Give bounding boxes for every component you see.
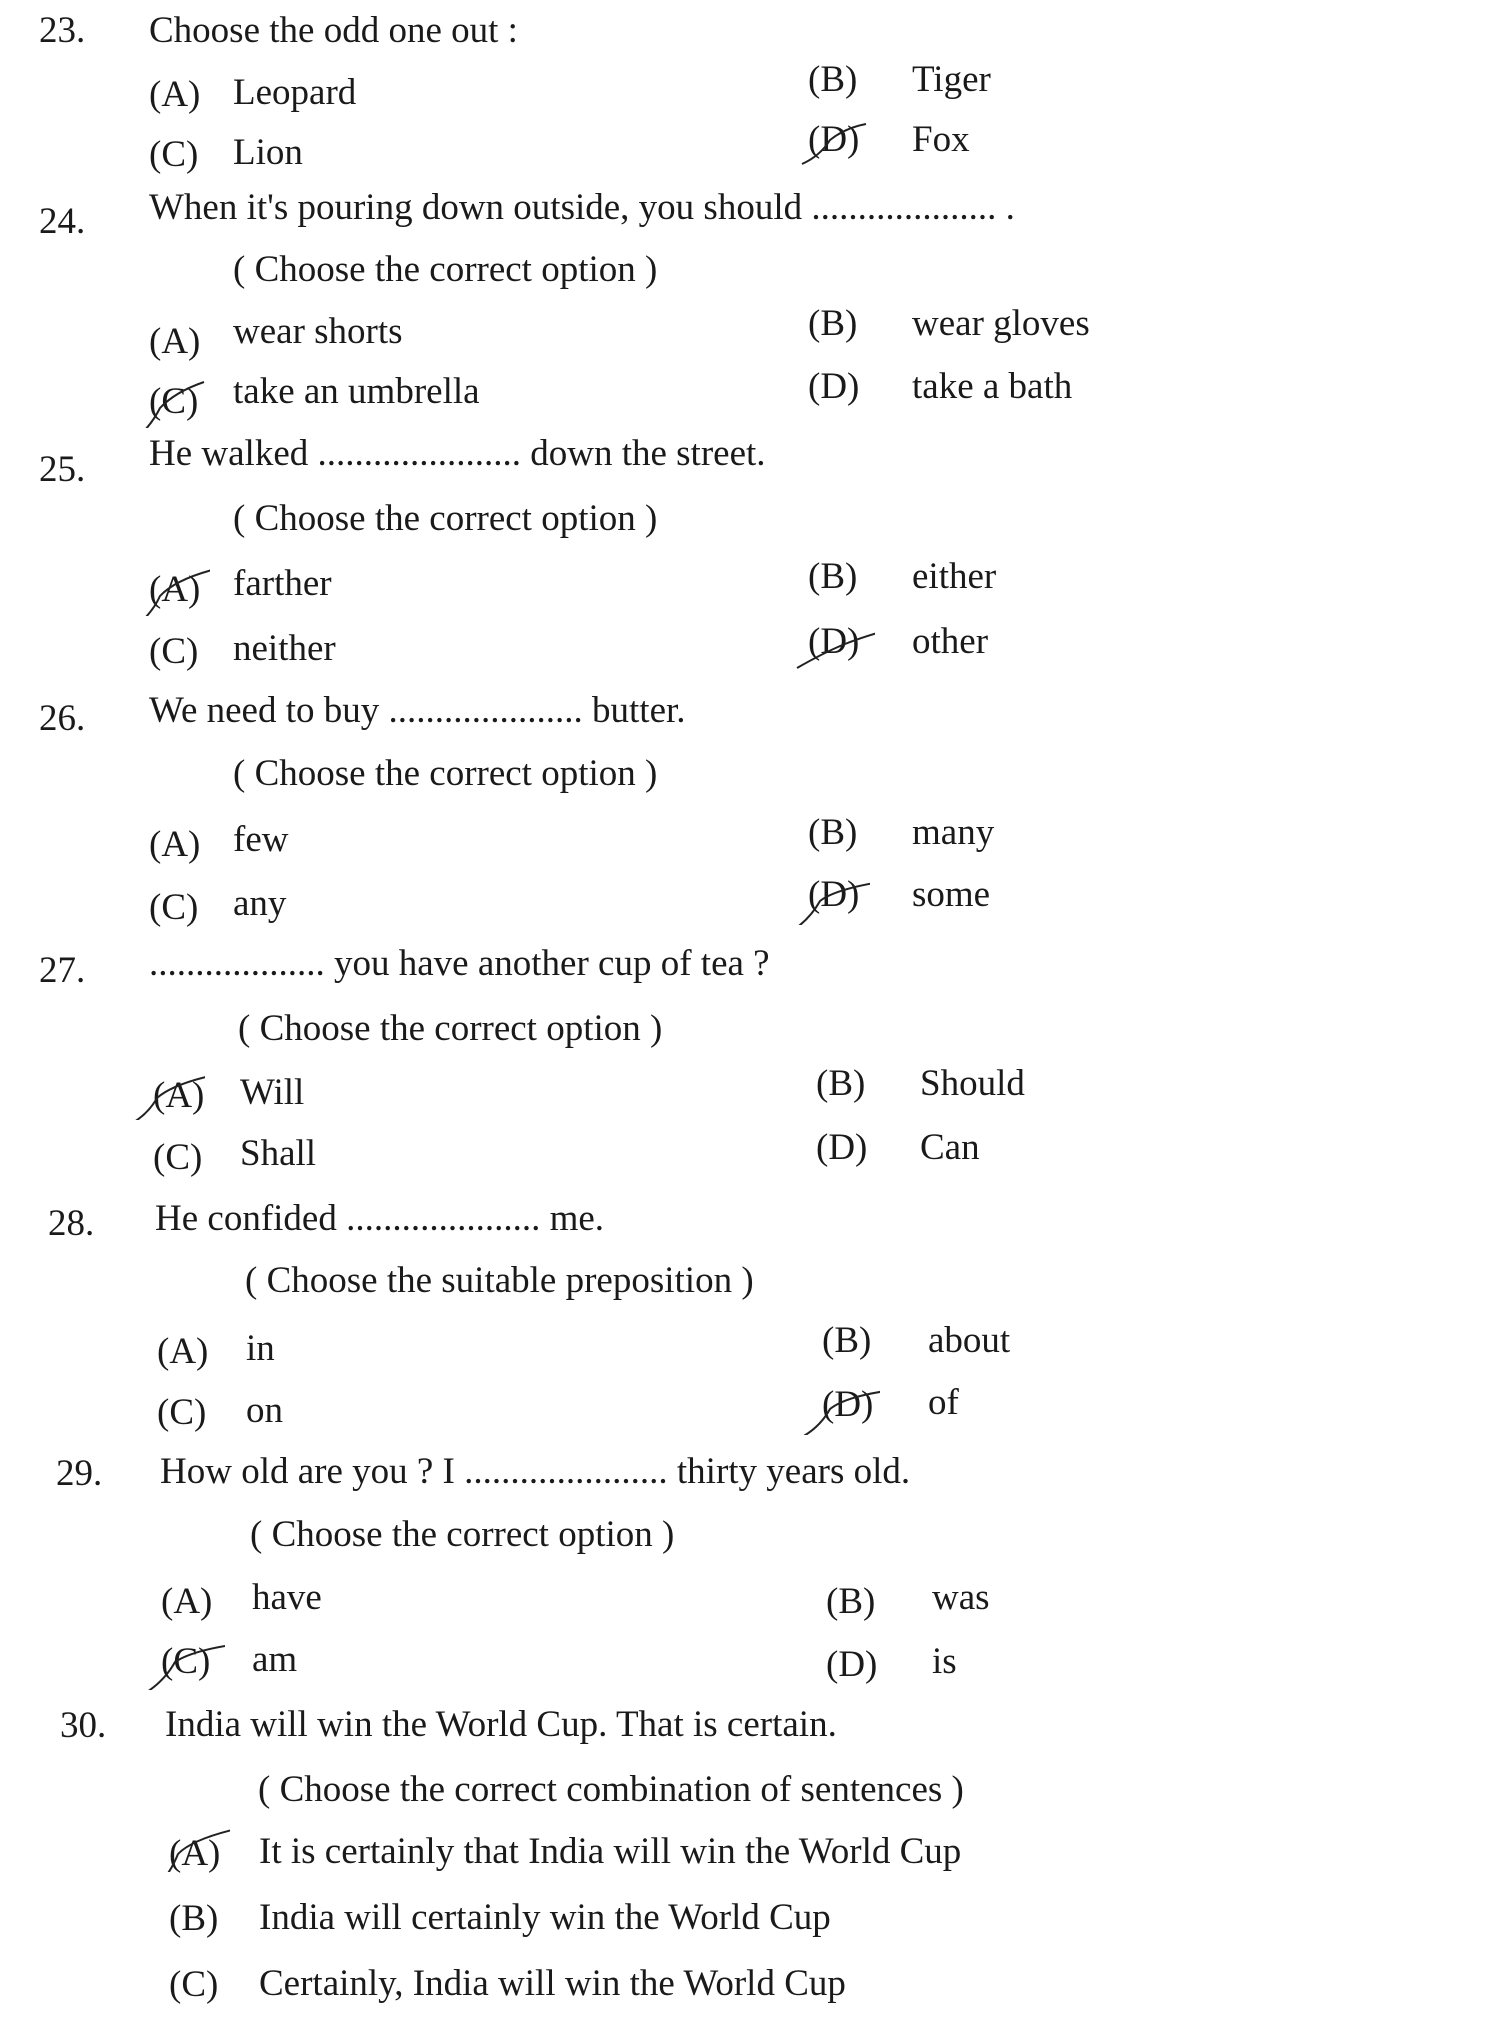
option-text: neither (233, 628, 336, 669)
option-text: on (246, 1390, 283, 1431)
option-text: Shall (240, 1133, 317, 1174)
option-text: farther (233, 563, 332, 604)
question-number: 30. (60, 1705, 107, 1746)
option-label: (B) (808, 303, 858, 344)
option-text: Certainly, India will win the World Cup (259, 1963, 846, 2004)
question-instruction: ( Choose the correct option ) (233, 249, 658, 290)
option-text: was (932, 1577, 990, 1618)
option-text: Will (240, 1072, 305, 1113)
option-label: (D) (826, 1644, 878, 1685)
option-label: (A) (149, 321, 201, 362)
question-text: When it's pouring down outside, you should .................... . (149, 187, 1015, 228)
option-label: (C) (161, 1641, 211, 1682)
option-label: (D) (816, 1127, 868, 1168)
option-text: of (928, 1382, 959, 1423)
question-number: 24. (39, 201, 86, 242)
option-label: (B) (808, 59, 858, 100)
option-text: either (912, 556, 997, 597)
option-text: wear gloves (912, 303, 1090, 344)
tick-mark-icon (800, 118, 880, 168)
question-text: How old are you ? I ...................... thirty years old. (160, 1451, 911, 1492)
question-number: 25. (39, 449, 86, 490)
option-text: am (252, 1639, 298, 1680)
question-text: ................... you have another cup of tea ? (149, 943, 770, 984)
option-label: (C) (157, 1392, 207, 1433)
option-text: Leopard (233, 72, 357, 113)
question-instruction: ( Choose the correct combination of sentences ) (258, 1769, 964, 1810)
option-text: India will certainly win the World Cup (259, 1897, 831, 1938)
tick-mark-icon (145, 1640, 225, 1690)
option-text: Can (920, 1127, 980, 1168)
question-text: He walked ...................... down the street. (149, 433, 766, 474)
option-text: Tiger (912, 59, 991, 100)
option-label: (A) (157, 1331, 209, 1372)
option-text: wear shorts (233, 311, 403, 352)
question-text: We need to buy ..................... butter. (149, 690, 686, 731)
option-label: (B) (816, 1063, 866, 1104)
question-number: 26. (39, 698, 86, 739)
question-text: He confided ..................... me. (155, 1198, 605, 1239)
option-text: Should (920, 1063, 1025, 1104)
option-label: (D) (808, 874, 860, 915)
option-label: (C) (149, 134, 199, 175)
option-label: (B) (826, 1581, 876, 1622)
option-label: (A) (153, 1075, 205, 1116)
question-instruction: ( Choose the suitable preposition ) (245, 1260, 754, 1301)
option-label: (D) (808, 366, 860, 407)
tick-mark-icon (130, 566, 210, 616)
option-label: (B) (169, 1898, 219, 1939)
option-text: about (928, 1320, 1011, 1361)
question-number: 29. (56, 1453, 103, 1494)
option-label: (C) (149, 887, 199, 928)
question-instruction: ( Choose the correct option ) (233, 498, 658, 539)
option-label: (C) (149, 631, 199, 672)
tick-mark-icon (795, 622, 875, 672)
option-label: (D) (808, 119, 860, 160)
tick-mark-icon (130, 378, 210, 428)
question-instruction: ( Choose the correct option ) (250, 1514, 675, 1555)
option-text: It is certainly that India will win the World Cup (259, 1831, 962, 1872)
question-instruction: ( Choose the correct option ) (238, 1008, 663, 1049)
question-number: 27. (39, 950, 86, 991)
tick-mark-icon (790, 875, 870, 925)
option-text: other (912, 621, 989, 662)
option-label: (A) (149, 74, 201, 115)
option-label: (A) (161, 1581, 213, 1622)
option-label: (A) (149, 569, 201, 610)
option-text: Fox (912, 119, 970, 160)
option-label: (C) (149, 381, 199, 422)
question-number: 23. (39, 10, 86, 51)
question-text: Choose the odd one out : (149, 10, 518, 51)
option-label: (A) (149, 824, 201, 865)
question-text: India will win the World Cup. That is certain. (165, 1704, 837, 1745)
option-text: in (246, 1328, 275, 1369)
option-text: Lion (233, 132, 303, 173)
question-number: 28. (48, 1203, 95, 1244)
option-text: any (233, 883, 287, 924)
option-text: take an umbrella (233, 371, 480, 412)
option-text: is (932, 1641, 957, 1682)
option-label: (D) (808, 621, 860, 662)
option-text: have (252, 1577, 322, 1618)
option-label: (C) (153, 1137, 203, 1178)
option-text: many (912, 812, 995, 853)
option-text: take a bath (912, 366, 1073, 407)
option-label: (B) (822, 1320, 872, 1361)
option-text: some (912, 874, 991, 915)
option-label: (B) (808, 556, 858, 597)
option-label: (A) (169, 1833, 221, 1874)
option-label: (D) (822, 1384, 874, 1425)
option-label: (B) (808, 812, 858, 853)
option-text: few (233, 819, 289, 860)
option-label: (C) (169, 1964, 219, 2005)
tick-mark-icon (800, 1385, 880, 1435)
tick-mark-icon (150, 1822, 230, 1872)
tick-mark-icon (125, 1070, 205, 1120)
question-instruction: ( Choose the correct option ) (233, 753, 658, 794)
